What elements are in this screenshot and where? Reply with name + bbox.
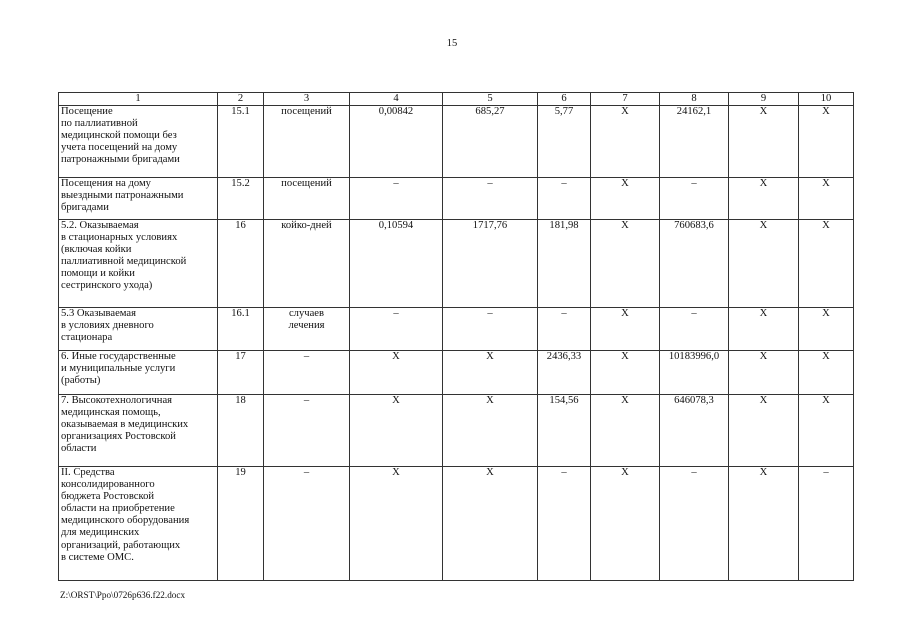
header-cell: 9 [729,93,799,106]
table-cell: койко-дней [264,220,350,308]
table-cell: – [264,351,350,395]
header-cell: 7 [591,93,660,106]
header-cell: 10 [799,93,854,106]
table-cell: – [660,467,729,581]
table-cell: – [660,178,729,220]
table-cell: Х [350,467,443,581]
row-label-cell [59,106,218,178]
footer-file-path: Z:\ORST\Ppo\0726p636.f22.docx [60,590,186,600]
table-cell: Х [729,395,799,467]
table-cell: Х [729,106,799,178]
table-cell: Х [729,178,799,220]
table-cell: Х [799,106,854,178]
table-cell: 18 [218,395,264,467]
row-label: 5.3 Оказываемая в условиях дневного стационара [61,308,154,344]
table-cell: 154,56 [538,395,591,467]
table-cell: Х [729,351,799,395]
header-cell: 3 [264,93,350,106]
table-cell: Х [350,395,443,467]
table-cell: 19 [218,467,264,581]
table-cell: Х [799,351,854,395]
table-cell: – [264,467,350,581]
table-cell: – [538,467,591,581]
table-cell: Х [443,395,538,467]
table-header-row [59,93,854,106]
row-label-cell [59,351,218,395]
table-cell: – [443,308,538,351]
table-row [59,178,854,220]
table-cell: посещений [264,106,350,178]
table-cell: Х [799,178,854,220]
table-cell: – [538,308,591,351]
table-cell: посещений [264,178,350,220]
table-cell: 2436,33 [538,351,591,395]
table-cell: 181,98 [538,220,591,308]
table-cell: Х [591,308,660,351]
table-cell: Х [799,395,854,467]
table-cell: 16.1 [218,308,264,351]
row-label-cell [59,220,218,308]
header-cell: 4 [350,93,443,106]
table-cell: 0,10594 [350,220,443,308]
table-row [59,351,854,395]
row-label: 6. Иные государственные и муниципальные услуги (работы) [61,351,176,387]
header-cell: 2 [218,93,264,106]
table-cell: Х [799,308,854,351]
table-cell: Х [443,351,538,395]
table-cell: Х [591,178,660,220]
header-cell: 8 [660,93,729,106]
row-label-cell [59,178,218,220]
row-label-cell [59,467,218,581]
table-cell: случаев лечения [264,308,350,351]
table-row [59,395,854,467]
row-label-cell [59,395,218,467]
data-table [58,92,854,581]
table-cell: Х [591,220,660,308]
row-label-cell [59,308,218,351]
table-cell: – [799,467,854,581]
header-cell: 5 [443,93,538,106]
table-cell: – [350,178,443,220]
table-cell: – [264,395,350,467]
row-label: Посещение по паллиативной медицинской помощи без учета посещений на дому патронажными бригадами [61,106,180,166]
table-cell: Х [591,395,660,467]
table-cell: Х [591,351,660,395]
table-cell: 10183996,0 [660,351,729,395]
table-cell: – [350,308,443,351]
table-cell: 24162,1 [660,106,729,178]
table-cell: 0,00842 [350,106,443,178]
row-label: II. Средства консолидированного бюджета Ростовской области на приобретение медицинского оборудования для медицинских организаций, работающих в системе ОМС. [61,467,190,563]
table-cell: 15.1 [218,106,264,178]
table-cell: 17 [218,351,264,395]
table-cell: 16 [218,220,264,308]
page-number: 15 [446,38,458,49]
table-cell: Х [591,106,660,178]
header-cell: 1 [59,93,218,106]
table-row [59,220,854,308]
table-cell: Х [729,308,799,351]
table-cell: Х [350,351,443,395]
table-cell: 646078,3 [660,395,729,467]
table-cell: Х [799,220,854,308]
table-cell: 1717,76 [443,220,538,308]
table-cell: Х [729,220,799,308]
table-cell: 685,27 [443,106,538,178]
table-cell: – [538,178,591,220]
table-cell: 5,77 [538,106,591,178]
table-cell: – [660,308,729,351]
table-cell: – [443,178,538,220]
table-cell: Х [591,467,660,581]
table-cell: Х [443,467,538,581]
table-row [59,106,854,178]
row-label: 7. Высокотехнологичная медицинская помощь, оказываемая в медицинских организациях Ростовской области [61,395,189,455]
table-cell: 760683,6 [660,220,729,308]
table-cell: Х [729,467,799,581]
table-row [59,308,854,351]
row-label: Посещения на дому выездными патронажными бригадами [61,178,184,214]
row-label: 5.2. Оказываемая в стационарных условиях (включая койки паллиативной медицинской помощи и койки сестринского ухода) [61,220,187,292]
table-cell: 15.2 [218,178,264,220]
table-row [59,467,854,581]
header-cell: 6 [538,93,591,106]
